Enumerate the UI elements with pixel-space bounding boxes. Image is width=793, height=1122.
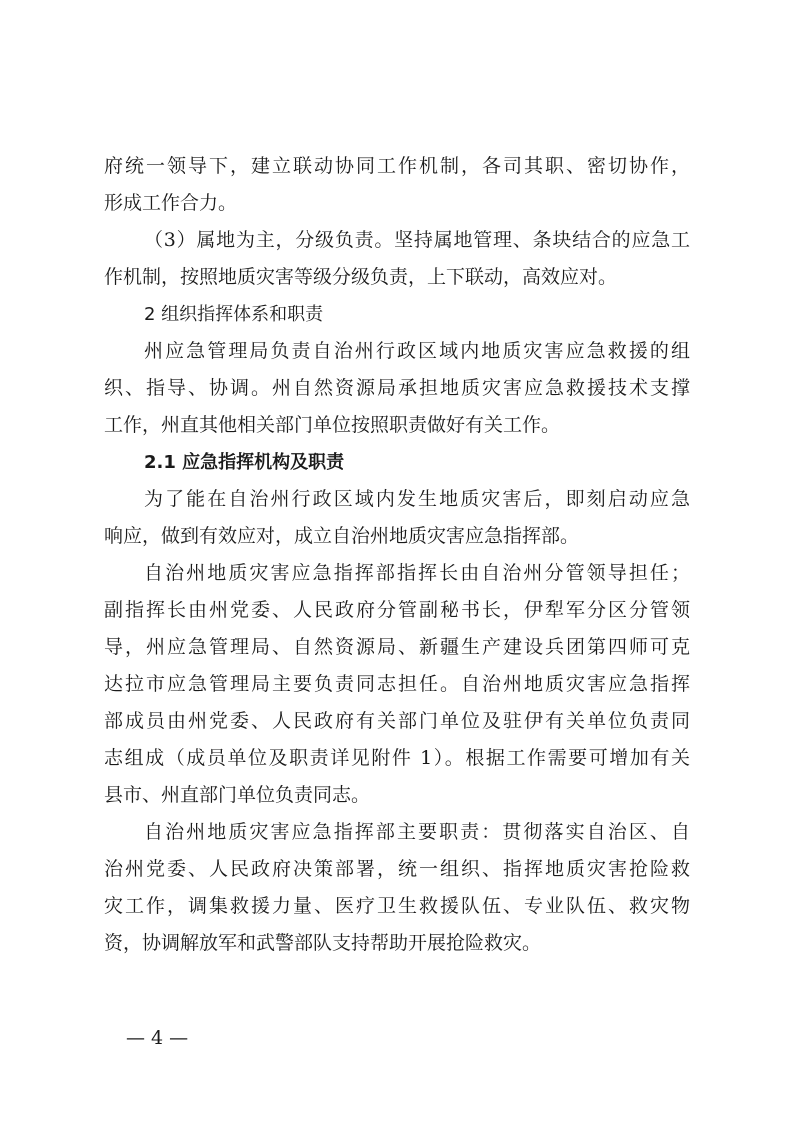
text-line: 自治州地质灾害应急指挥部指挥长由自治州分管领导担任； [144, 562, 690, 584]
document-body [104, 148, 690, 962]
text-line: 治州党委、人民政府决策部署，统一组织、指挥地质灾害抢险救 [104, 858, 690, 880]
text-line: 部成员由州党委、人民政府有关部门单位及驻伊有关单位负责同 [104, 710, 690, 732]
page-number: — 4 — [126, 1027, 189, 1049]
section-heading: 2 组织指挥体系和职责 [144, 304, 324, 325]
text-line: 副指挥长由州党委、人民政府分管副秘书长，伊犁军分区分管领 [104, 599, 690, 621]
text-line: 府统一领导下，建立联动协同工作机制，各司其职、密切协作， [104, 155, 690, 177]
text-line: 作机制，按照地质灾害等级分级负责，上下联动，高效应对。 [104, 266, 618, 288]
text-line: 自治州地质灾害应急指挥部主要职责：贯彻落实自治区、自 [144, 821, 690, 843]
text-line: 导，州应急管理局、自然资源局、新疆生产建设兵团第四师可克 [104, 636, 690, 658]
text-line: 响应，做到有效应对，成立自治州地质灾害应急指挥部。 [104, 525, 580, 547]
text-line: 志组成（成员单位及职责详见附件 1）。根据工作需要可增加有关 [104, 747, 690, 769]
text-line: 形成工作合力。 [104, 192, 238, 214]
text-line: 县市、州直部门单位负责同志。 [104, 784, 371, 806]
text-line: 资，协调解放军和武警部队支持帮助开展抢险救灾。 [104, 932, 542, 954]
text-line: 州应急管理局负责自治州行政区域内地质灾害应急救援的组 [144, 340, 690, 362]
text-line: 灾工作，调集救援力量、医疗卫生救援队伍、专业队伍、救灾物 [104, 895, 690, 917]
subsection-heading: 2.1 应急指挥机构及职责 [144, 452, 345, 473]
text-line: 织、指导、协调。州自然资源局承担地质灾害应急救援技术支撑 [104, 377, 690, 399]
text-line: 为了能在自治州行政区域内发生地质灾害后，即刻启动应急 [144, 488, 690, 510]
text-line: 达拉市应急管理局主要负责同志担任。自治州地质灾害应急指挥 [104, 673, 690, 695]
text-line: （3）属地为主，分级负责。坚持属地管理、条块结合的应急工 [144, 229, 690, 251]
text-line: 工作，州直其他相关部门单位按照职责做好有关工作。 [104, 414, 561, 436]
